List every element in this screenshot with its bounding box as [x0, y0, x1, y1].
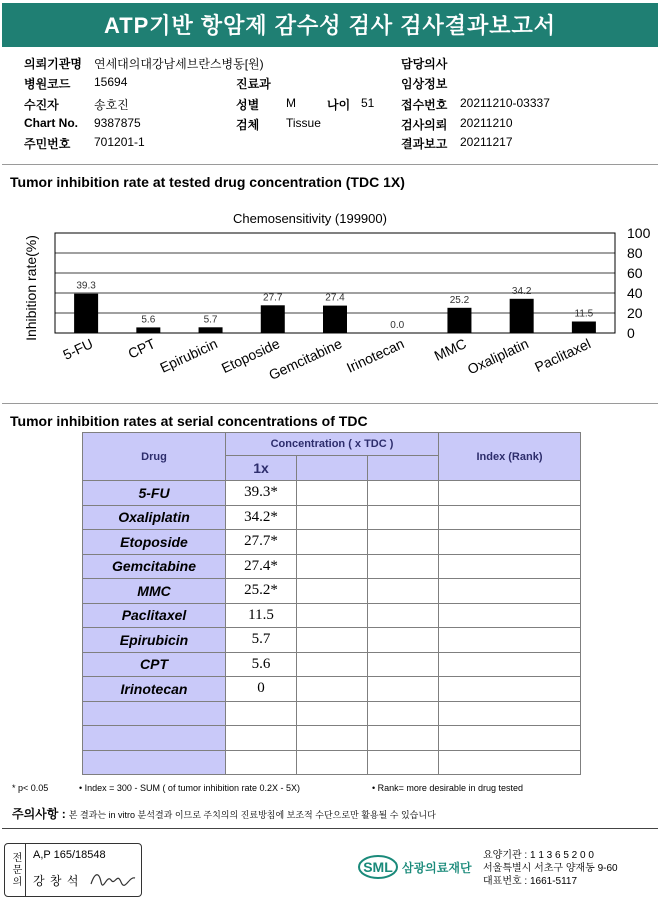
institution-label: 의뢰기관명: [24, 57, 82, 71]
chart-data-label: 25.2: [449, 294, 470, 306]
concentration-empty-header: [368, 456, 439, 481]
chart-data-label: 11.5: [574, 308, 594, 320]
table-row: [83, 628, 581, 653]
company-logo: [357, 852, 399, 885]
institution-value: 연세대의대강남세브란스병동[원): [94, 57, 264, 71]
value-1x-cell: 5.6: [226, 652, 297, 677]
divider: [2, 403, 658, 404]
company-line2: 서울특별시 서초구 양재동 9-60: [483, 863, 618, 874]
chart-bar: [447, 308, 471, 333]
empty-cell: [439, 701, 581, 726]
signature-name: 강 창 석: [33, 874, 80, 888]
chart-category-label: CPT: [125, 335, 158, 362]
value-1x-cell: 25.2*: [226, 579, 297, 604]
report-date-value: 20211217: [460, 135, 513, 149]
request-date-value: 20211210: [460, 116, 513, 130]
recipient-value: 송호진: [94, 98, 129, 112]
specialist-label: 전문의: [5, 844, 26, 896]
chart-category-label: Paclitaxel: [532, 335, 594, 376]
empty-cell: [439, 677, 581, 702]
empty-cell: [439, 579, 581, 604]
chart-bar: [323, 306, 347, 333]
chart-data-label: 0.0: [390, 320, 405, 331]
table-row: [83, 481, 581, 506]
chart-data-label: 39.3: [76, 280, 96, 292]
company-line3: 대표번호 : 1661-5117: [483, 876, 578, 887]
empty-cell: [297, 726, 368, 751]
resident-no-value: 701201-1: [94, 135, 145, 149]
chart-category-label: 5-FU: [60, 335, 96, 363]
value-1x-cell: 27.4*: [226, 554, 297, 579]
empty-cell: [297, 701, 368, 726]
empty-cell: [297, 554, 368, 579]
empty-cell: [297, 505, 368, 530]
table-row: [83, 579, 581, 604]
request-date-label: 검사의뢰: [401, 118, 448, 132]
table-row: [83, 652, 581, 677]
chart-bar: [510, 299, 534, 333]
empty-cell: [297, 652, 368, 677]
value-1x-cell: 11.5: [226, 603, 297, 628]
table-row: [83, 726, 581, 751]
empty-cell: [368, 530, 439, 555]
chart-bar: [572, 322, 596, 334]
results-table: [82, 432, 581, 775]
table-row: [83, 750, 581, 775]
sex-label: 성별: [236, 98, 260, 112]
empty-cell: [368, 481, 439, 506]
report-date-label: 결과보고: [401, 137, 448, 151]
company-name: 삼광의료재단: [402, 861, 472, 875]
specimen-value: Tissue: [286, 116, 321, 130]
sml-logo-mark: [357, 852, 399, 880]
empty-cell: [439, 554, 581, 579]
empty-cell: [439, 603, 581, 628]
divider: [2, 164, 658, 165]
chart-category-label: Irinotecan: [344, 335, 407, 376]
drug-name-cell: Gemcitabine: [83, 554, 226, 579]
chart-no-label: Chart No.: [24, 116, 78, 130]
chart-y-tick-label: 80: [627, 245, 643, 261]
hospital-code-value: 15694: [94, 75, 128, 89]
sex-value: M: [286, 96, 296, 110]
age-value: 51: [361, 96, 375, 110]
chart-y-axis-label: Inhibition rate(%): [23, 235, 39, 341]
footnote-index: • Index = 300 - SUM ( of tumor inhibition rate 0.2X - 5X): [79, 783, 301, 793]
empty-cell: [439, 628, 581, 653]
drug-name-cell: 5-FU: [83, 481, 226, 506]
empty-cell: [439, 530, 581, 555]
footnote-p: * p< 0.05: [12, 783, 49, 793]
chart-bar: [261, 305, 285, 333]
empty-cell: [439, 505, 581, 530]
drug-name-cell: Oxaliplatin: [83, 505, 226, 530]
empty-cell: [297, 481, 368, 506]
chart-bar: [74, 294, 98, 333]
concentration-1x-header: 1x: [226, 456, 297, 481]
receipt-no-value: 20211210-03337: [460, 96, 550, 110]
empty-cell: [297, 750, 368, 775]
value-1x-cell: 39.3*: [226, 481, 297, 506]
empty-cell: [439, 481, 581, 506]
chart-category-label: Oxaliplatin: [464, 335, 531, 378]
caution-label: 주의사항 :: [12, 807, 66, 821]
empty-cell: [297, 603, 368, 628]
receipt-no-label: 접수번호: [401, 98, 448, 112]
drug-name-cell: [83, 701, 226, 726]
drug-header: Drug: [83, 433, 226, 481]
handwritten-signature: [89, 868, 137, 890]
drug-name-cell: Etoposide: [83, 530, 226, 555]
empty-cell: [368, 652, 439, 677]
signature-line1: A,P 165/18548: [33, 849, 106, 861]
empty-cell: [368, 726, 439, 751]
empty-cell: [368, 677, 439, 702]
empty-cell: [368, 628, 439, 653]
company-info: [483, 849, 618, 888]
signature-box: [4, 843, 142, 897]
empty-cell: [439, 652, 581, 677]
caution: [12, 805, 436, 822]
drug-name-cell: Epirubicin: [83, 628, 226, 653]
empty-cell: [368, 554, 439, 579]
empty-cell: [297, 579, 368, 604]
value-1x-cell: 34.2*: [226, 505, 297, 530]
empty-cell: [368, 701, 439, 726]
specimen-label: 검체: [236, 118, 260, 132]
recipient-label: 수진자: [24, 98, 59, 112]
drug-name-cell: [83, 726, 226, 751]
chart-y-tick-label: 20: [627, 305, 643, 321]
doctor-label: 담당의사: [401, 57, 448, 71]
value-1x-cell: [226, 750, 297, 775]
chart-bar: [199, 327, 223, 333]
section2-title: Tumor inhibition rates at serial concentrations of TDC: [10, 413, 368, 429]
concentration-empty-header: [297, 456, 368, 481]
value-1x-cell: [226, 701, 297, 726]
value-1x-cell: [226, 726, 297, 751]
table-row: [83, 677, 581, 702]
chart-bar: [136, 327, 160, 333]
hospital-code-label: 병원코드: [24, 77, 71, 91]
company-line1: 요양기관 : 1 1 3 6 5 2 0 0: [483, 850, 594, 861]
resident-no-label: 주민번호: [24, 137, 71, 151]
chart-data-label: 5.7: [203, 314, 218, 326]
table-row: [83, 701, 581, 726]
chart-category-label: MMC: [431, 335, 469, 364]
chart-no-value: 9387875: [94, 116, 141, 130]
table-row: [83, 554, 581, 579]
chart-category-label: Gemcitabine: [266, 335, 345, 383]
inhibition-bar-chart: [0, 200, 660, 400]
divider: [2, 828, 658, 829]
chart-data-label: 27.7: [263, 292, 283, 304]
chart-title: Chemosensitivity (199900): [233, 211, 387, 226]
value-1x-cell: 5.7: [226, 628, 297, 653]
value-1x-cell: 0: [226, 677, 297, 702]
drug-name-cell: CPT: [83, 652, 226, 677]
empty-cell: [368, 603, 439, 628]
drug-name-cell: Paclitaxel: [83, 603, 226, 628]
chart-y-tick-label: 100: [627, 225, 651, 241]
index-header: Index (Rank): [439, 433, 581, 481]
chart-category-label: Etoposide: [218, 335, 283, 377]
chart-data-label: 5.6: [141, 314, 156, 326]
table-row: [83, 603, 581, 628]
department-label: 진료과: [236, 77, 271, 91]
concentration-header: Concentration ( x TDC ): [226, 433, 439, 456]
caution-text: 본 결과는 in vitro 분석결과 이므로 주치의의 진료방침에 보조적 수단으로만 활용될 수 있습니다: [68, 810, 436, 820]
clinical-info-label: 임상정보: [401, 77, 448, 91]
chart-data-label: 27.4: [325, 292, 345, 304]
patient-info: [24, 55, 644, 155]
chart-y-tick-label: 60: [627, 265, 643, 281]
drug-name-cell: MMC: [83, 579, 226, 604]
table-row: [83, 530, 581, 555]
footnote-rank: • Rank= more desirable in drug tested: [372, 783, 523, 793]
empty-cell: [439, 750, 581, 775]
drug-name-cell: Irinotecan: [83, 677, 226, 702]
empty-cell: [368, 579, 439, 604]
chart-category-label: Epirubicin: [157, 335, 220, 376]
drug-name-cell: [83, 750, 226, 775]
empty-cell: [368, 505, 439, 530]
report-title: ATP기반 항암제 감수성 검사 검사결과보고서: [2, 3, 658, 47]
table-row: [83, 505, 581, 530]
chart-y-tick-label: 40: [627, 285, 643, 301]
chart-data-label: 34.2: [511, 285, 532, 297]
empty-cell: [368, 750, 439, 775]
section1-title: Tumor inhibition rate at tested drug concentration (TDC 1X): [10, 174, 405, 190]
value-1x-cell: 27.7*: [226, 530, 297, 555]
empty-cell: [297, 530, 368, 555]
empty-cell: [297, 677, 368, 702]
age-label: 나이: [327, 98, 351, 112]
empty-cell: [297, 628, 368, 653]
logo-text: SML: [363, 859, 393, 875]
chart-y-tick-label: 0: [627, 325, 635, 341]
empty-cell: [439, 726, 581, 751]
